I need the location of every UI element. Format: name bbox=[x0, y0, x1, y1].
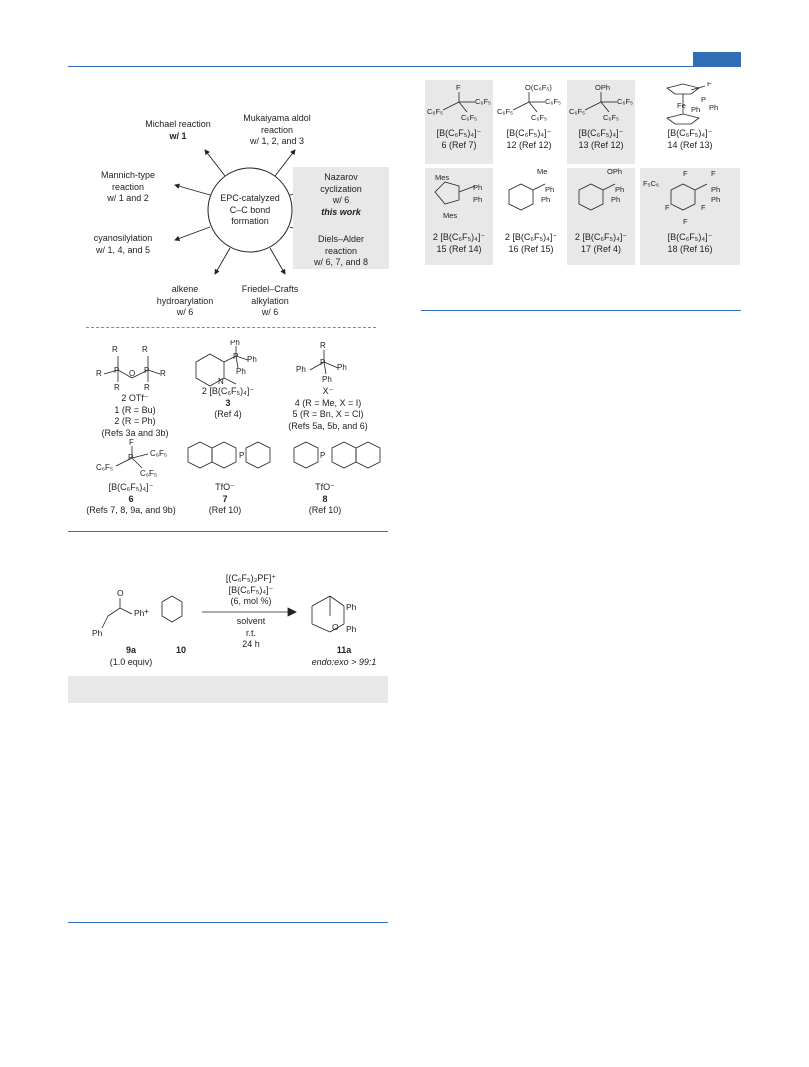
svg-text:Ph: Ph bbox=[473, 183, 483, 192]
scheme-conditions: solvent r.t. 24 h bbox=[236, 616, 266, 649]
svg-text:F: F bbox=[129, 438, 134, 447]
svg-text:Ph: Ph bbox=[473, 195, 483, 204]
svg-text:Ph: Ph bbox=[247, 355, 257, 364]
compound-14-caption: [B(C₆F₅)₄]⁻ 14 (Ref 13) bbox=[667, 128, 713, 150]
svg-text:C₆F₅: C₆F₅ bbox=[475, 97, 492, 106]
svg-text:F: F bbox=[456, 83, 461, 92]
svg-text:P: P bbox=[144, 366, 150, 375]
svg-text:C₆F₅: C₆F₅ bbox=[531, 113, 548, 122]
svg-text:C₆F₅: C₆F₅ bbox=[603, 113, 620, 122]
svg-text:Fe: Fe bbox=[677, 101, 686, 110]
table-header-bar bbox=[68, 676, 388, 703]
compound-7-caption: TfO⁻ 7 (Ref 10) bbox=[208, 482, 242, 515]
scheme-product: 11a endo:exo > 99:1 bbox=[311, 645, 377, 667]
scheme-catalyst: [(C₆F₅)₃PF]⁺ [B(C₆F₅)₄]⁻ (6, mol %) bbox=[225, 573, 277, 606]
scheme-reactant: 9a (1.0 equiv) bbox=[109, 645, 153, 667]
compound-16-caption: 2 [B(C₆F₅)₄]⁻ 16 (Ref 15) bbox=[504, 232, 558, 254]
dashed-divider bbox=[86, 327, 376, 328]
svg-text:Ph: Ph bbox=[236, 367, 246, 376]
svg-text:P: P bbox=[114, 366, 120, 375]
table-bottom-rule bbox=[68, 922, 388, 923]
alkene-hydroarylation-label: alkene hydroarylation w/ 6 bbox=[156, 284, 214, 317]
svg-text:P: P bbox=[701, 95, 707, 104]
svg-text:C₆F₅: C₆F₅ bbox=[617, 97, 634, 106]
compound-8-caption: TfO⁻ 8 (Ref 10) bbox=[308, 482, 342, 515]
svg-text:F: F bbox=[683, 169, 688, 178]
svg-text:F: F bbox=[665, 203, 670, 212]
svg-text:C₆F₅: C₆F₅ bbox=[461, 113, 478, 122]
svg-text:P: P bbox=[239, 451, 245, 460]
svg-text:O(C₆F₅): O(C₆F₅) bbox=[525, 83, 552, 92]
svg-text:Mes: Mes bbox=[443, 211, 458, 220]
svg-text:Ph: Ph bbox=[541, 195, 551, 204]
svg-text:Ph: Ph bbox=[296, 365, 306, 374]
svg-text:R: R bbox=[112, 345, 118, 354]
right-figure-bottom-rule bbox=[421, 310, 741, 311]
svg-text:O: O bbox=[129, 369, 136, 378]
compound-6-right-caption: [B(C₆F₅)₄]⁻ 6 (Ref 7) bbox=[436, 128, 482, 150]
svg-text:O: O bbox=[332, 622, 339, 632]
svg-text:F: F bbox=[683, 217, 688, 226]
figure1-bottom-rule bbox=[68, 531, 388, 532]
svg-text:R: R bbox=[320, 341, 326, 350]
svg-text:Ph: Ph bbox=[337, 363, 347, 372]
cyanosilylation-label: cyanosilylation w/ 1, 4, and 5 bbox=[93, 233, 153, 255]
svg-text:C₆F₅: C₆F₅ bbox=[140, 469, 158, 478]
svg-text:Ph: Ph bbox=[611, 195, 621, 204]
compound-4-5-caption: X⁻ 4 (R = Me, X = I) 5 (R = Bn, X = Cl) (Refs 5a, 5b, and 6) bbox=[288, 386, 368, 431]
michael-label: Michael reaction w/ 1 bbox=[145, 119, 211, 141]
svg-text:O: O bbox=[117, 588, 124, 598]
svg-text:R: R bbox=[144, 383, 150, 392]
svg-text:Ph: Ph bbox=[545, 185, 555, 194]
header-tab bbox=[693, 52, 741, 66]
svg-text:P: P bbox=[233, 352, 239, 361]
svg-text:F: F bbox=[701, 203, 706, 212]
svg-text:+: + bbox=[144, 606, 149, 616]
svg-text:Ph: Ph bbox=[346, 602, 357, 612]
svg-text:Ph: Ph bbox=[691, 105, 701, 114]
svg-text:Ph: Ph bbox=[92, 628, 103, 638]
compound-12-caption: [B(C₆F₅)₄]⁻ 12 (Ref 12) bbox=[506, 128, 552, 150]
hub-center-label: EPC-catalyzed C–C bond formation bbox=[220, 193, 280, 226]
svg-text:C₆F₅: C₆F₅ bbox=[569, 107, 586, 116]
scheme-diene: 10 bbox=[175, 645, 186, 655]
svg-text:R: R bbox=[142, 345, 148, 354]
compound-18-caption: [B(C₆F₅)₄]⁻ 18 (Ref 16) bbox=[667, 232, 713, 254]
svg-text:Ph: Ph bbox=[230, 340, 240, 347]
compound-15-caption: 2 [B(C₆F₅)₄]⁻ 15 (Ref 14) bbox=[432, 232, 486, 254]
svg-text:F₅C₆: F₅C₆ bbox=[643, 179, 660, 188]
compound-13-caption: [B(C₆F₅)₄]⁻ 13 (Ref 12) bbox=[578, 128, 624, 150]
svg-text:F: F bbox=[711, 169, 716, 178]
svg-text:F: F bbox=[707, 82, 712, 88]
svg-text:Ph: Ph bbox=[346, 624, 357, 634]
mannich-label: Mannich-type reaction w/ 1 and 2 bbox=[100, 170, 156, 203]
svg-text:R: R bbox=[96, 369, 102, 378]
svg-text:Me: Me bbox=[537, 167, 548, 176]
structures-row2 bbox=[96, 438, 386, 483]
svg-text:Ph: Ph bbox=[709, 103, 719, 112]
svg-text:C₆F₅: C₆F₅ bbox=[545, 97, 562, 106]
nazarov-label: Nazarov cyclization w/ 6 this work bbox=[320, 172, 362, 217]
svg-text:Ph: Ph bbox=[711, 185, 721, 194]
compound-3-caption: 2 [B(C₆F₅)₄]⁻ 3 (Ref 4) bbox=[201, 386, 255, 419]
diels-alder-label: Diels–Alder reaction w/ 6, 7, and 8 bbox=[313, 234, 369, 267]
svg-text:C₆F₅: C₆F₅ bbox=[497, 107, 514, 116]
svg-text:Ph: Ph bbox=[711, 195, 721, 204]
compound-17-caption: 2 [B(C₆F₅)₄]⁻ 17 (Ref 4) bbox=[574, 232, 628, 254]
compound-1-2-caption: 2 OTf⁻ 1 (R = Bu) 2 (R = Ph) (Refs 3a and 3b) bbox=[101, 393, 169, 438]
svg-text:R: R bbox=[114, 383, 120, 392]
header-rule bbox=[68, 66, 741, 67]
mukaiyama-label: Mukaiyama aldol reaction w/ 1, 2, and 3 bbox=[243, 113, 311, 146]
svg-text:OPh: OPh bbox=[595, 83, 611, 92]
svg-text:P: P bbox=[320, 451, 326, 460]
svg-text:P: P bbox=[128, 453, 134, 462]
svg-text:Mes: Mes bbox=[435, 173, 450, 182]
svg-text:R: R bbox=[160, 369, 166, 378]
svg-text:Ph: Ph bbox=[134, 608, 145, 618]
friedel-crafts-label: Friedel–Crafts alkylation w/ 6 bbox=[241, 284, 299, 317]
svg-text:C₆F₅: C₆F₅ bbox=[150, 449, 168, 458]
svg-text:N: N bbox=[218, 377, 224, 386]
svg-text:Ph: Ph bbox=[322, 375, 332, 384]
svg-text:P: P bbox=[320, 358, 326, 367]
right-structures bbox=[425, 82, 740, 232]
svg-text:Ph: Ph bbox=[615, 185, 625, 194]
svg-text:C₆F₅: C₆F₅ bbox=[427, 107, 444, 116]
svg-text:OPh: OPh bbox=[607, 167, 623, 176]
svg-text:C₆F₅: C₆F₅ bbox=[96, 463, 114, 472]
compound-6-caption: [B(C₆F₅)₄]⁻ 6 (Refs 7, 8, 9a, and 9b) bbox=[86, 482, 176, 515]
